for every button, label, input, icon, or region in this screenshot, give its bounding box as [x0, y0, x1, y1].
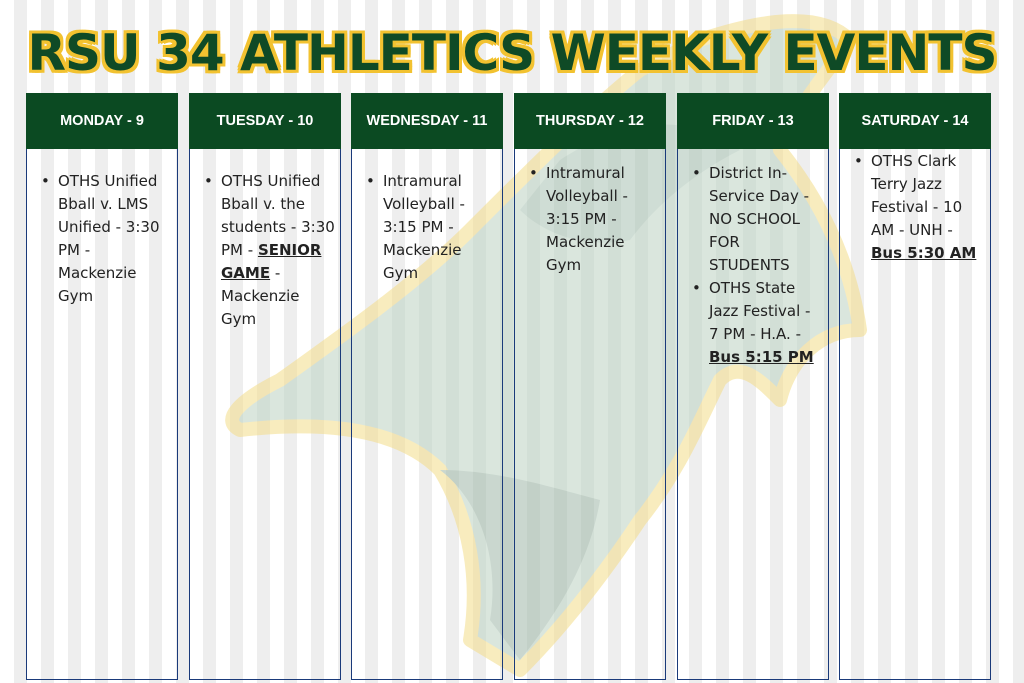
day-header: FRIDAY - 13 — [677, 93, 829, 149]
event-list — [529, 162, 661, 277]
event-item: • OTHS Clark Terry Jazz Festival - 10 AM - UNH - Bus 5:30 AM — [854, 150, 986, 265]
page-title: RSU 34 ATHLETICS WEEKLY EVENTS — [27, 24, 997, 82]
day-header: MONDAY - 9 — [26, 93, 178, 149]
event-item: • District In-Service Day - NO SCHOOL FOR STUDENTS — [692, 162, 824, 277]
event-list — [204, 170, 336, 331]
day-column-tuesday — [189, 93, 341, 680]
event-item: • Intramural Volleyball - 3:15 PM - Mackenzie Gym — [529, 162, 661, 277]
event-item: • OTHS Unified Bball v. LMS Unified - 3:30 PM - Mackenzie Gym — [41, 170, 173, 308]
day-header: TUESDAY - 10 — [189, 93, 341, 149]
event-highlight: Bus 5:30 AM — [871, 244, 977, 262]
day-header: THURSDAY - 12 — [514, 93, 666, 149]
event-item: • OTHS Unified Bball v. the students - 3:30 PM - SENIOR GAME - Mackenzie Gym — [204, 170, 336, 331]
day-column-wednesday — [351, 93, 503, 680]
event-list — [854, 150, 986, 265]
day-column-friday — [677, 93, 829, 680]
day-column-monday — [26, 93, 178, 680]
event-highlight: SENIOR GAME — [221, 241, 322, 282]
day-column-saturday — [839, 93, 991, 680]
event-list — [692, 162, 824, 369]
event-item: • Intramural Volleyball - 3:15 PM - Mackenzie Gym — [366, 170, 498, 285]
day-header: SATURDAY - 14 — [839, 93, 991, 149]
day-header: WEDNESDAY - 11 — [351, 93, 503, 149]
event-highlight: Bus 5:15 PM — [709, 348, 814, 366]
event-list — [41, 170, 173, 308]
day-column-thursday — [514, 93, 666, 680]
event-item: • OTHS State Jazz Festival - 7 PM - H.A. - Bus 5:15 PM — [692, 277, 824, 369]
event-list — [366, 170, 498, 285]
